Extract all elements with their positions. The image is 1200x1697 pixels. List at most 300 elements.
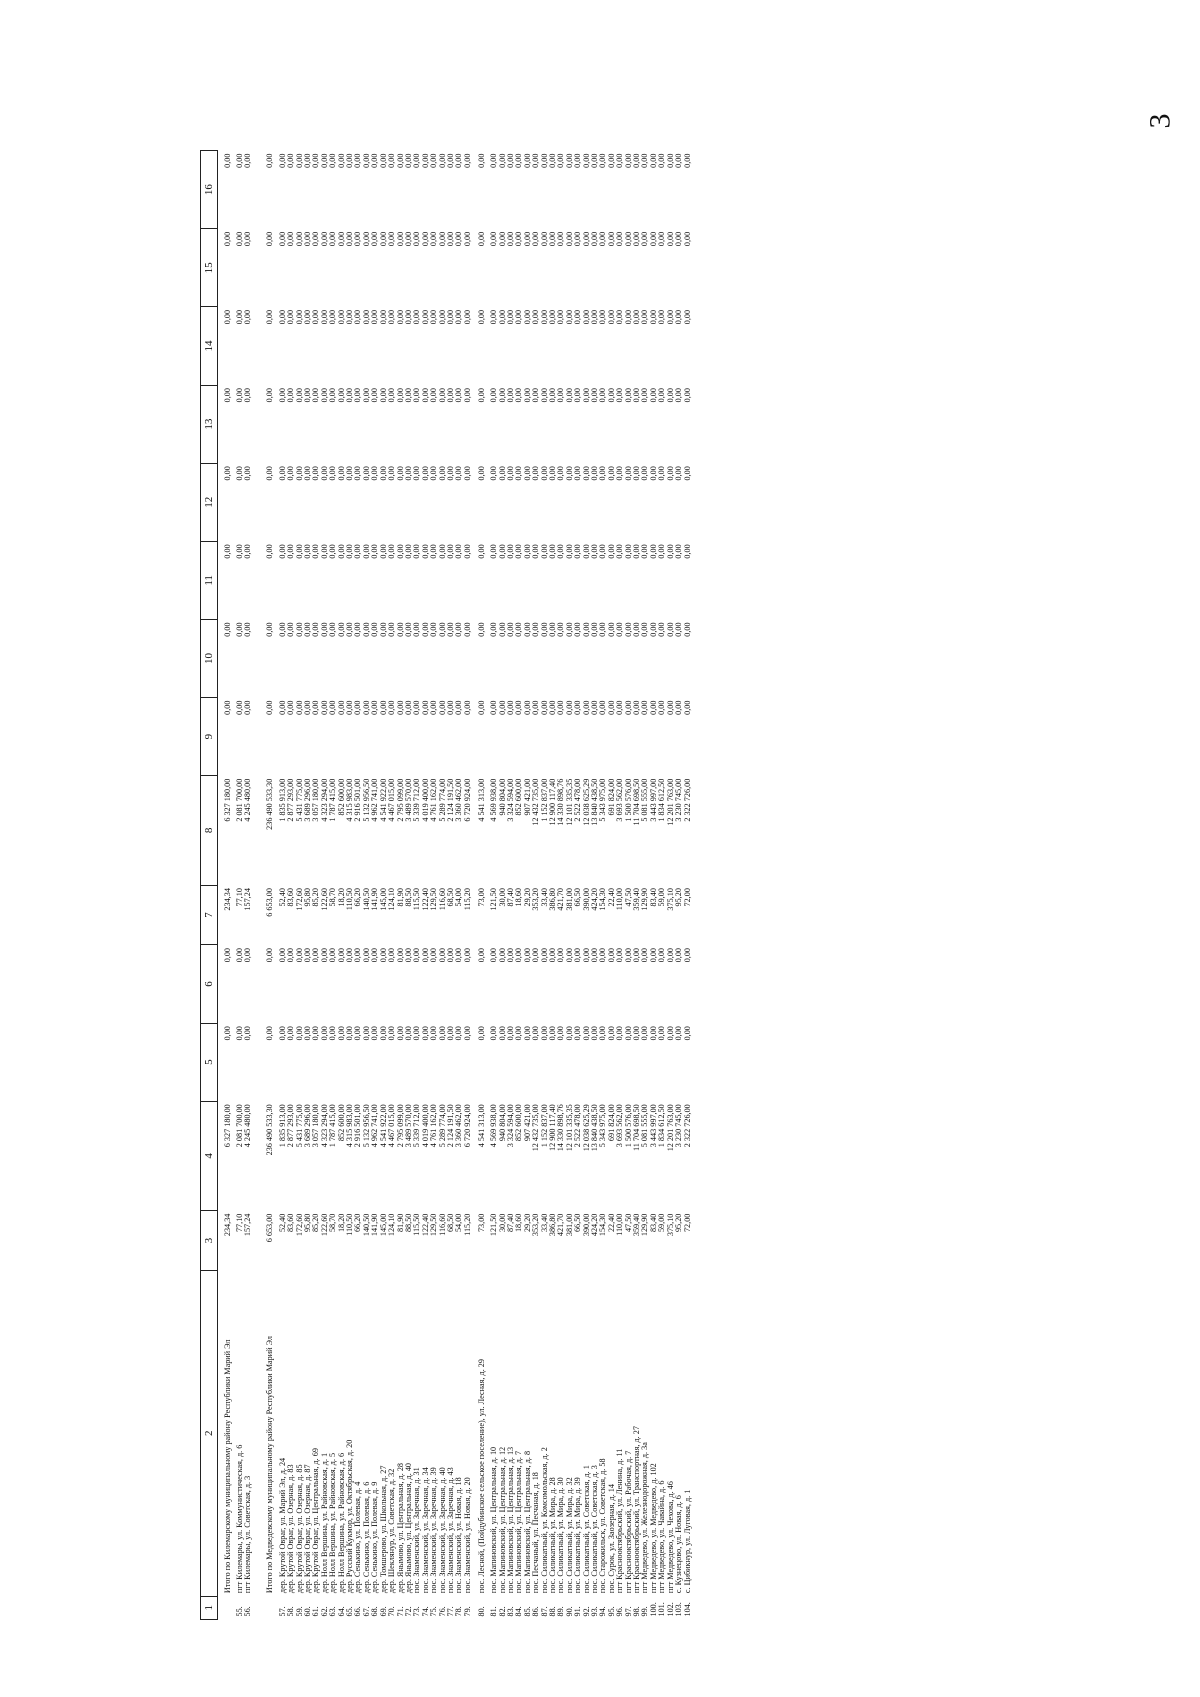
cost-cell: 3 360 462,00	[454, 778, 464, 822]
zero-value-cell: 0,00	[222, 466, 232, 481]
address-cell: дер. Русский Кукмор, ул. Октябрьская, д. 20	[345, 1439, 355, 1594]
zero-value-cell: 0,00	[265, 622, 275, 637]
zero-value-cell: 0,00	[429, 544, 439, 559]
address-cell: дер. Сенькино, ул. Полевая, д. 4	[353, 1481, 363, 1594]
area-cell: 72,00	[682, 888, 692, 907]
row-number: 70.	[387, 1606, 397, 1617]
area-cell: 110,50	[345, 888, 355, 911]
value-cell: 0,00	[581, 1026, 591, 1041]
zero-value-cell: 0,00	[395, 544, 405, 559]
zero-value-cell: 0,00	[387, 153, 397, 168]
zero-value-cell: 0,00	[395, 622, 405, 637]
zero-value-cell: 0,00	[319, 466, 329, 481]
zero-value-cell: 0,00	[640, 466, 650, 481]
zero-value-cell: 0,00	[319, 700, 329, 715]
zero-value-cell: 0,00	[277, 153, 287, 168]
zero-value-cell: 0,00	[437, 700, 447, 715]
zero-value-cell: 0,00	[640, 700, 650, 715]
cost-cell: 6 327 180,00	[222, 1104, 232, 1148]
area-cell: 66,50	[573, 888, 583, 907]
zero-value-cell: 0,00	[378, 700, 388, 715]
row-number: 99.	[640, 1606, 650, 1617]
table-row	[236, 151, 244, 1620]
value-cell: 0,00	[345, 947, 355, 963]
area-cell: 140,50	[361, 888, 371, 911]
zero-value-cell: 0,00	[222, 309, 232, 325]
zero-value-cell: 0,00	[243, 466, 253, 481]
cost-cell: 13 840 438,50	[590, 1104, 600, 1152]
cost-cell: 4 962 741,00	[370, 778, 380, 822]
value-cell: 0,00	[581, 947, 591, 963]
column-header: 4	[201, 1101, 218, 1210]
zero-value-cell: 0,00	[412, 544, 422, 559]
zero-value-cell: 0,00	[353, 309, 363, 325]
value-cell: 0,00	[361, 947, 371, 963]
area-cell: 129,50	[429, 888, 439, 911]
area-cell: 381,00	[564, 888, 574, 911]
zero-value-cell: 0,00	[623, 622, 633, 637]
zero-value-cell: 0,00	[462, 700, 472, 715]
cost-cell: 4 761 162,00	[429, 1104, 439, 1148]
zero-value-cell: 0,00	[437, 388, 447, 403]
value-cell: 0,00	[573, 947, 583, 963]
zero-value-cell: 0,00	[294, 700, 304, 715]
cost-cell: 12 432 735,00	[531, 778, 541, 826]
zero-value-cell: 0,00	[222, 231, 232, 247]
cost-cell: 940 804,00	[497, 1104, 507, 1142]
area-cell: 424,20	[590, 1213, 600, 1237]
zero-value-cell: 0,00	[412, 466, 422, 481]
zero-value-cell: 0,00	[345, 153, 355, 168]
cost-cell: 1 787 415,00	[328, 778, 338, 822]
address-cell: пос. Знаменский, ул. Новая, д. 20	[462, 1477, 472, 1594]
zero-value-cell: 0,00	[632, 466, 642, 481]
rotated-table-container	[200, 150, 988, 1620]
cost-cell: 1 834 612,50	[657, 1104, 667, 1148]
area-cell: 115,50	[412, 888, 422, 911]
address-cell: пос. Силикатный, ул. Комсомольская, д. 2	[539, 1447, 549, 1594]
zero-value-cell: 0,00	[623, 153, 633, 168]
value-cell: 0,00	[623, 1026, 633, 1041]
table-row	[447, 151, 455, 1620]
zero-value-cell: 0,00	[640, 388, 650, 403]
value-cell: 0,00	[353, 947, 363, 963]
zero-value-cell: 0,00	[387, 466, 397, 481]
row-number: 98.	[632, 1606, 642, 1617]
row-number: 62.	[319, 1606, 329, 1617]
column-header: 15	[201, 229, 218, 307]
cost-cell: 5 431 775,00	[294, 778, 304, 822]
zero-value-cell: 0,00	[522, 309, 532, 325]
cost-cell: 1 152 837,00	[539, 1104, 549, 1148]
zero-value-cell: 0,00	[632, 544, 642, 559]
cost-cell: 12 201 763,00	[665, 1104, 675, 1152]
value-cell: 0,00	[420, 947, 430, 963]
zero-value-cell: 0,00	[222, 153, 232, 168]
address-cell: дер. Крутой Овраг, ул. Центральная, д. 69	[311, 1448, 321, 1594]
zero-value-cell: 0,00	[581, 231, 591, 247]
address-cell: пос. Знаменский, ул. Заречная, д. 39	[429, 1467, 439, 1594]
zero-value-cell: 0,00	[581, 700, 591, 715]
row-number: 95.	[606, 1606, 616, 1617]
zero-value-cell: 0,00	[437, 544, 447, 559]
cost-cell: 3 057 180,00	[311, 778, 321, 822]
zero-value-cell: 0,00	[632, 153, 642, 168]
value-cell: 0,00	[294, 947, 304, 963]
area-cell: 234,34	[222, 1213, 232, 1237]
address-cell: дер. Нолл Вершина, ул. Райновская, д. 6	[336, 1452, 346, 1594]
zero-value-cell: 0,00	[454, 153, 464, 168]
zero-value-cell: 0,00	[514, 153, 524, 168]
table-row	[422, 151, 430, 1620]
zero-value-cell: 0,00	[531, 309, 541, 325]
zero-value-cell: 0,00	[531, 153, 541, 168]
zero-value-cell: 0,00	[623, 700, 633, 715]
zero-value-cell: 0,00	[378, 544, 388, 559]
area-cell: 95,80	[303, 1213, 313, 1233]
zero-value-cell: 0,00	[462, 388, 472, 403]
value-cell: 0,00	[590, 1026, 600, 1041]
zero-value-cell: 0,00	[328, 466, 338, 481]
cost-cell: 852 600,00	[514, 778, 524, 816]
table-row	[658, 151, 666, 1620]
area-cell: 121,50	[489, 888, 499, 911]
table-row	[641, 151, 649, 1620]
zero-value-cell: 0,00	[454, 544, 464, 559]
area-cell: 386,80	[548, 1213, 557, 1237]
cost-cell: 2 124 191,50	[445, 1104, 455, 1148]
cost-cell: 5 081 555,00	[640, 1104, 650, 1148]
zero-value-cell: 0,00	[378, 622, 388, 637]
zero-value-cell: 0,00	[311, 622, 321, 637]
zero-value-cell: 0,00	[489, 700, 499, 715]
zero-value-cell: 0,00	[581, 466, 591, 481]
zero-value-cell: 0,00	[311, 388, 321, 403]
address-cell: пос. Знаменский, ул. Заречная, д. 34	[420, 1467, 430, 1594]
zero-value-cell: 0,00	[539, 544, 549, 559]
value-cell: 0,00	[294, 1026, 304, 1041]
zero-value-cell: 0,00	[674, 700, 684, 715]
zero-value-cell: 0,00	[590, 388, 600, 403]
cost-cell: 4 761 162,00	[429, 778, 439, 822]
address-cell: дер. Томшерово, ул. Школьная, д. 27	[378, 1465, 388, 1594]
zero-value-cell: 0,00	[514, 231, 524, 247]
zero-value-cell: 0,00	[632, 622, 642, 637]
area-cell: 83,40	[648, 1213, 658, 1233]
zero-value-cell: 0,00	[682, 700, 692, 715]
area-cell: 66,20	[353, 888, 363, 907]
zero-value-cell: 0,00	[353, 466, 363, 481]
area-cell: 29,20	[522, 1213, 532, 1233]
row-number: 74.	[420, 1606, 430, 1617]
area-cell: 68,50	[445, 1213, 455, 1233]
zero-value-cell: 0,00	[548, 622, 557, 637]
row-number: 81.	[489, 1606, 499, 1617]
row-number: 73.	[412, 1606, 422, 1617]
zero-value-cell: 0,00	[387, 309, 397, 325]
address-cell: пгт Килемары, ул. Коммунистическая, д. 6	[235, 1444, 244, 1594]
value-cell: 0,00	[437, 947, 447, 963]
zero-value-cell: 0,00	[657, 153, 667, 168]
zero-value-cell: 0,00	[632, 309, 642, 325]
zero-value-cell: 0,00	[462, 309, 472, 325]
zero-value-cell: 0,00	[514, 700, 524, 715]
zero-value-cell: 0,00	[303, 622, 313, 637]
cost-cell: 12 101 335,35	[564, 1104, 574, 1152]
cost-cell: 5 339 712,00	[412, 1104, 422, 1148]
row-number: 63.	[328, 1606, 338, 1617]
zero-value-cell: 0,00	[286, 231, 296, 247]
zero-value-cell: 0,00	[319, 388, 329, 403]
value-cell: 0,00	[328, 947, 338, 963]
cost-cell: 4 019 400,00	[420, 778, 430, 822]
address-cell: пос. Мапиновский, ул. Центральная, д. 8	[522, 1450, 532, 1594]
zero-value-cell: 0,00	[395, 700, 405, 715]
value-cell: 0,00	[522, 947, 532, 963]
zero-value-cell: 0,00	[265, 231, 275, 247]
value-cell: 0,00	[378, 1026, 388, 1041]
area-cell: 390,00	[581, 1213, 591, 1237]
area-cell: 30,00	[497, 1213, 507, 1233]
zero-value-cell: 0,00	[598, 388, 608, 403]
value-cell: 0,00	[522, 1026, 532, 1041]
cost-cell: 3 443 997,00	[648, 1104, 658, 1148]
zero-value-cell: 0,00	[598, 153, 608, 168]
zero-value-cell: 0,00	[497, 153, 507, 168]
cost-cell: 3 324 594,00	[505, 778, 515, 822]
area-cell: 115,20	[462, 888, 472, 911]
zero-value-cell: 0,00	[590, 622, 600, 637]
address-cell: пос. Знаменский, ул. Заречная, д. 43	[445, 1467, 455, 1594]
cost-cell: 1 834 612,50	[657, 778, 667, 822]
table-row	[591, 151, 599, 1620]
value-cell: 0,00	[336, 1026, 346, 1041]
zero-value-cell: 0,00	[243, 231, 253, 247]
zero-value-cell: 0,00	[420, 231, 430, 247]
address-cell: пос. Лесной, (Пойдубинское сельское поселение), ул. Лесная, д. 29	[476, 1359, 486, 1594]
value-cell: 0,00	[665, 1026, 675, 1041]
cost-cell: 2 081 700,00	[235, 1104, 244, 1148]
area-cell: 381,00	[564, 1213, 574, 1237]
cost-cell: 6 327 180,00	[222, 778, 232, 822]
area-cell: 6 653,00	[265, 888, 275, 917]
table-body	[218, 151, 692, 1620]
area-cell: 95,20	[674, 1213, 684, 1233]
area-cell: 141,90	[370, 1213, 380, 1237]
area-cell: 154,30	[598, 888, 608, 911]
zero-value-cell: 0,00	[336, 544, 346, 559]
area-cell: 421,70	[556, 888, 566, 911]
area-cell: 6 653,00	[265, 1213, 275, 1243]
value-cell: 0,00	[403, 947, 413, 963]
header-row	[201, 151, 218, 1620]
zero-value-cell: 0,00	[361, 700, 371, 715]
column-header: 9	[201, 698, 218, 776]
area-cell: 122,60	[319, 1213, 329, 1237]
zero-value-cell: 0,00	[328, 544, 338, 559]
area-cell: 172,60	[294, 1213, 304, 1237]
area-cell: 110,00	[615, 1213, 625, 1236]
cost-cell: 6 720 924,00	[462, 1104, 472, 1148]
value-cell: 0,00	[573, 1026, 583, 1041]
zero-value-cell: 0,00	[581, 309, 591, 325]
zero-value-cell: 0,00	[403, 153, 413, 168]
cost-cell: 4 541 922,00	[378, 778, 388, 822]
zero-value-cell: 0,00	[286, 622, 296, 637]
cost-cell: 12 432 735,00	[531, 1104, 541, 1152]
area-cell: 424,20	[590, 888, 600, 911]
table-row	[296, 151, 304, 1620]
value-cell: 0,00	[378, 947, 388, 963]
zero-value-cell: 0,00	[420, 466, 430, 481]
value-cell: 0,00	[657, 947, 667, 963]
row-number: 60.	[303, 1606, 313, 1617]
zero-value-cell: 0,00	[514, 544, 524, 559]
zero-value-cell: 0,00	[445, 700, 455, 715]
zero-value-cell: 0,00	[665, 231, 675, 247]
zero-value-cell: 0,00	[286, 388, 296, 403]
table-row	[667, 151, 675, 1620]
zero-value-cell: 0,00	[665, 700, 675, 715]
row-number: 90.	[564, 1606, 574, 1617]
zero-value-cell: 0,00	[606, 231, 616, 247]
area-cell: 83,40	[648, 888, 658, 907]
zero-value-cell: 0,00	[564, 700, 574, 715]
address-cell: пгт Медведево, ул. Медведево, д. 102	[648, 1463, 658, 1594]
zero-value-cell: 0,00	[370, 153, 380, 168]
zero-value-cell: 0,00	[445, 622, 455, 637]
cost-cell: 3 489 570,00	[403, 1104, 413, 1148]
table-row	[625, 151, 633, 1620]
zero-value-cell: 0,00	[665, 544, 675, 559]
zero-value-cell: 0,00	[303, 466, 313, 481]
zero-value-cell: 0,00	[674, 622, 684, 637]
cost-cell: 1 500 576,00	[623, 778, 633, 822]
zero-value-cell: 0,00	[648, 466, 658, 481]
zero-value-cell: 0,00	[581, 544, 591, 559]
zero-value-cell: 0,00	[370, 622, 380, 637]
area-cell: 47,50	[623, 888, 633, 907]
area-cell: 85,20	[311, 888, 321, 907]
table-row	[650, 151, 658, 1620]
zero-value-cell: 0,00	[598, 231, 608, 247]
area-cell: 116,60	[437, 888, 447, 911]
cost-cell: 3 689 296,00	[303, 778, 313, 822]
zero-value-cell: 0,00	[303, 231, 313, 247]
zero-value-cell: 0,00	[378, 388, 388, 403]
zero-value-cell: 0,00	[522, 466, 532, 481]
zero-value-cell: 0,00	[345, 388, 355, 403]
zero-value-cell: 0,00	[328, 622, 338, 637]
column-header: 5	[201, 1023, 218, 1101]
address-cell: пгт Медведево, ул. Железнодорожная, д. 3а	[640, 1442, 650, 1594]
zero-value-cell: 0,00	[623, 309, 633, 325]
zero-value-cell: 0,00	[222, 700, 232, 715]
table-row	[321, 151, 329, 1620]
zero-value-cell: 0,00	[286, 153, 296, 168]
zero-value-cell: 0,00	[353, 622, 363, 637]
spacer-row	[253, 151, 261, 1620]
cost-cell: 2 522 478,00	[573, 778, 583, 822]
zero-value-cell: 0,00	[489, 153, 499, 168]
zero-value-cell: 0,00	[454, 700, 464, 715]
value-cell: 0,00	[311, 1026, 321, 1041]
zero-value-cell: 0,00	[590, 466, 600, 481]
zero-value-cell: 0,00	[235, 466, 244, 481]
zero-value-cell: 0,00	[462, 153, 472, 168]
zero-value-cell: 0,00	[420, 700, 430, 715]
zero-value-cell: 0,00	[556, 466, 566, 481]
zero-value-cell: 0,00	[445, 153, 455, 168]
table-row	[388, 151, 396, 1620]
address-cell: пгт Краснооктябрьский, ул. Рабочая, д. 7	[623, 1450, 633, 1594]
zero-value-cell: 0,00	[573, 153, 583, 168]
cost-cell: 5 343 975,00	[598, 778, 608, 822]
address-cell: пос. Силикатный, ул. Советская, д. 3	[590, 1465, 600, 1594]
row-number: 59.	[294, 1606, 304, 1617]
value-cell: 0,00	[615, 947, 625, 963]
zero-value-cell: 0,00	[648, 544, 658, 559]
row-number: 91.	[573, 1606, 583, 1617]
zero-value-cell: 0,00	[412, 622, 422, 637]
cost-cell: 2 877 293,00	[286, 778, 296, 822]
cost-cell: 3 443 997,00	[648, 778, 658, 822]
address-cell: пос. Силикатный, ул. Мира, д. 30	[556, 1477, 566, 1594]
zero-value-cell: 0,00	[539, 622, 549, 637]
zero-value-cell: 0,00	[548, 466, 557, 481]
area-cell: 73,00	[476, 1213, 486, 1233]
zero-value-cell: 0,00	[590, 153, 600, 168]
zero-value-cell: 0,00	[319, 309, 329, 325]
area-cell: 87,40	[505, 888, 515, 907]
zero-value-cell: 0,00	[345, 622, 355, 637]
column-header: 1	[201, 1596, 218, 1619]
value-cell: 0,00	[235, 947, 244, 963]
value-cell: 0,00	[243, 1026, 253, 1041]
area-cell: 353,20	[531, 1213, 541, 1237]
value-cell: 0,00	[412, 947, 422, 963]
zero-value-cell: 0,00	[311, 153, 321, 168]
zero-value-cell: 0,00	[403, 309, 413, 325]
row-number: 78.	[454, 1606, 464, 1617]
cost-cell: 4 019 400,00	[420, 1104, 430, 1148]
column-header: 12	[201, 463, 218, 541]
zero-value-cell: 0,00	[674, 544, 684, 559]
zero-value-cell: 0,00	[294, 309, 304, 325]
data-table	[200, 150, 692, 1620]
value-cell: 0,00	[548, 1026, 557, 1041]
zero-value-cell: 0,00	[564, 231, 574, 247]
zero-value-cell: 0,00	[564, 544, 574, 559]
area-cell: 375,10	[665, 1213, 675, 1237]
zero-value-cell: 0,00	[395, 309, 405, 325]
value-cell: 0,00	[412, 1026, 422, 1041]
zero-value-cell: 0,00	[311, 231, 321, 247]
zero-value-cell: 0,00	[294, 466, 304, 481]
zero-value-cell: 0,00	[429, 466, 439, 481]
zero-value-cell: 0,00	[265, 388, 275, 403]
row-number: 102.	[665, 1602, 675, 1617]
zero-value-cell: 0,00	[387, 231, 397, 247]
value-cell: 0,00	[311, 947, 321, 963]
value-cell: 0,00	[640, 947, 650, 963]
zero-value-cell: 0,00	[445, 388, 455, 403]
table-row	[397, 151, 405, 1620]
cost-cell: 1 835 913,00	[277, 778, 287, 822]
row-number: 68.	[370, 1606, 380, 1617]
row-number: 57.	[277, 1606, 287, 1617]
cost-cell: 4 541 313,00	[476, 1104, 486, 1148]
